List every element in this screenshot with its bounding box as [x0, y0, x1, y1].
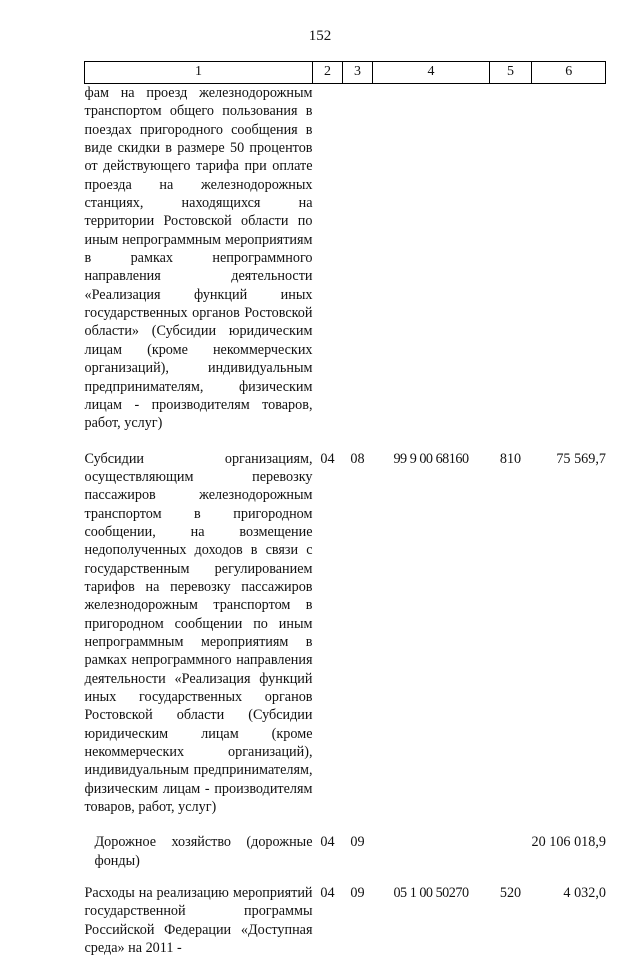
row-kind: [490, 84, 532, 450]
row-code: [373, 84, 490, 450]
row-kind: 810: [499, 450, 522, 467]
row-description: фам на проезд железнодорожным транспортом общего пользования в поездах пригородного сообщения в виде скидки в размере 50 процентов от действующего тарифа при оплате проезда на железнодорожных станциях, находящихся на территории Ростовской области по иным непрограммным мероприятиям в рамках непрограммного направления деятельности «Реализация функций иных государственных органов Ростовской области» (Субсидии юридическим лицам (кроме некоммерческих организаций), индивидуальным предпринимателям, физическим лицам - производителям товаров, работ, услуг): [84, 85, 313, 432]
budget-table: [84, 61, 606, 957]
row-amount: 4 032,0: [563, 885, 606, 902]
header-col-3: 3: [343, 62, 373, 84]
row-kind: 520: [499, 885, 522, 902]
header-col-1: 1: [85, 62, 313, 84]
row-subsection: [343, 84, 373, 450]
header-row: [85, 62, 606, 84]
table-row: [85, 84, 606, 450]
row-amount: 75 569,7: [556, 450, 606, 467]
row-section: 04: [320, 834, 335, 851]
row-amount: [532, 84, 606, 450]
header-col-6: 6: [532, 62, 606, 84]
row-kind: [490, 833, 532, 884]
row-section: 04: [320, 450, 335, 467]
row-code: 99 9 00 68160: [393, 450, 469, 467]
row-subsection: 09: [350, 885, 365, 902]
row-description: Субсидии организациям, осуществляющим перевозку пассажиров железнодорожным транспортом в пригородном сообщении, на возмещение недополученных доходов в связи с государственным регулированием тарифов на перевозку пассажиров железнодорожным транспортом в пригородном сообщении по иным непрограммным мероприятиям в рамках непрограммного направления деятельности «Реализация функций иных государственных органов Ростовской области (Субсидии юридическим лицам (кроме некоммерческих организаций), индивидуальным предпринимателям, физическим лицам - производителям товаров, работ, услуг): [84, 450, 313, 816]
row-subsection: 09: [350, 834, 365, 851]
row-description: Дорожное хозяйство (дорожные фонды): [94, 834, 313, 869]
row-section: 04: [320, 885, 335, 902]
table-row: [85, 833, 606, 884]
table-row: [85, 884, 606, 957]
row-amount: 20 106 018,9: [531, 834, 606, 851]
page-number: 152: [308, 28, 332, 44]
row-section: [313, 84, 343, 450]
row-code: [373, 833, 490, 884]
row-subsection: 08: [350, 450, 365, 467]
header-col-5: 5: [490, 62, 532, 84]
row-code: 05 1 00 50270: [393, 885, 469, 902]
row-description: Расходы на реализацию мероприятий государственной программы Российской Федерации «Доступная среда» на 2011 -: [84, 885, 313, 957]
header-col-2: 2: [313, 62, 343, 84]
table-row: [85, 450, 606, 834]
header-col-4: 4: [373, 62, 490, 84]
